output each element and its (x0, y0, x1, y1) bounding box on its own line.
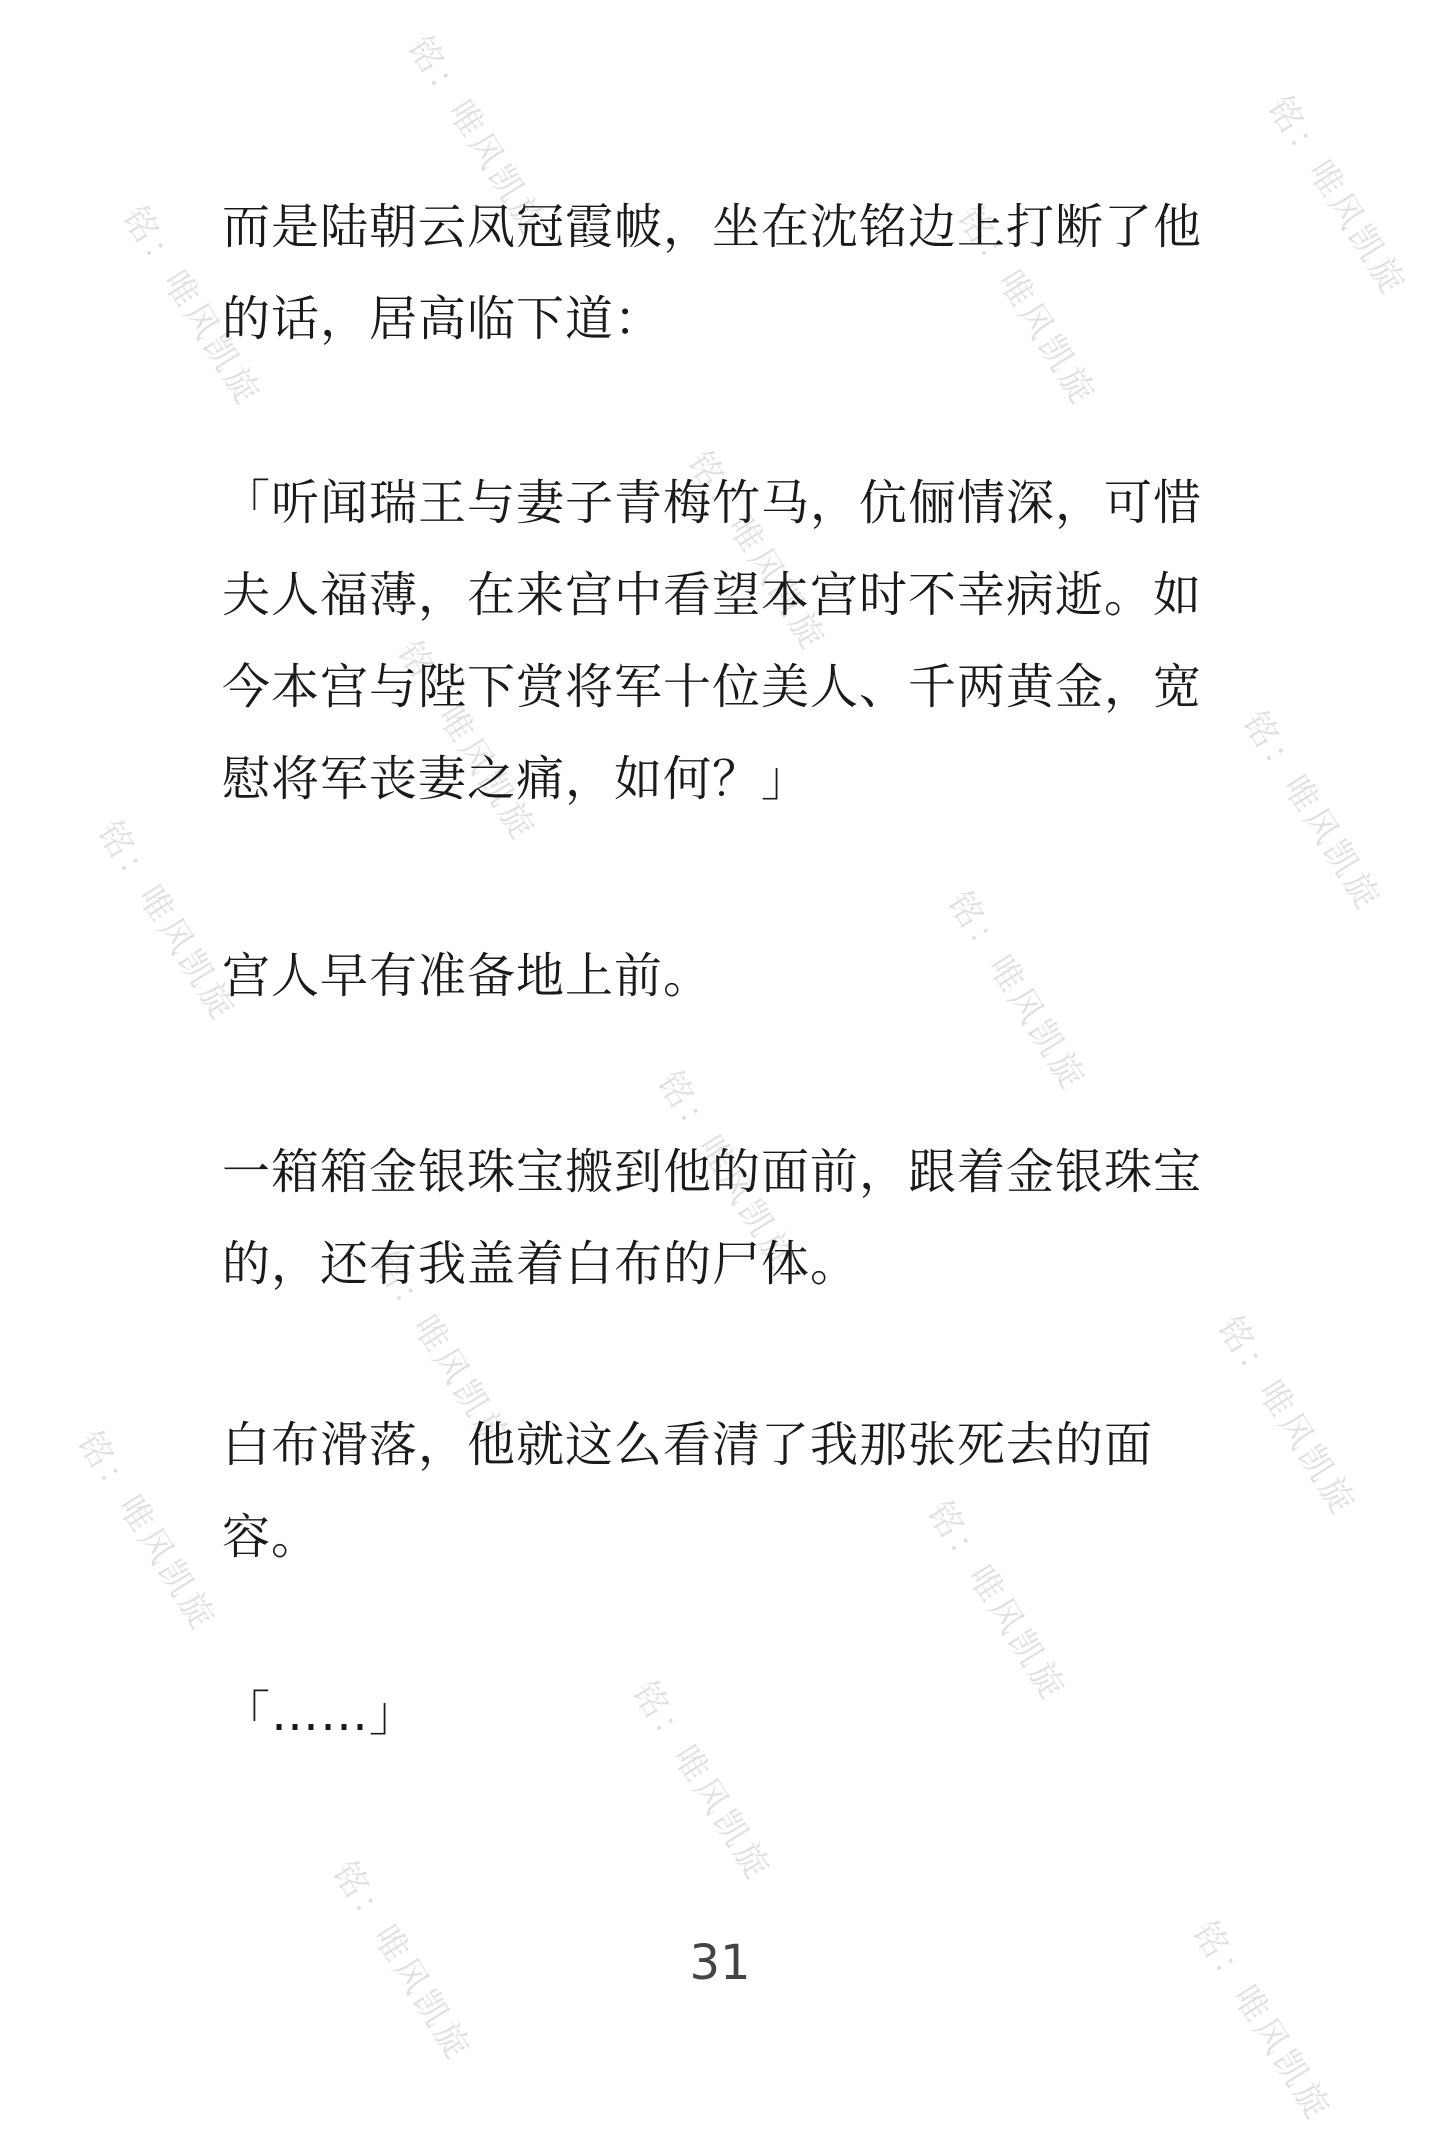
watermark: 铭：唯风凯旋 (399, 29, 555, 244)
paragraph: 「……」 (222, 1686, 419, 1742)
watermark: 铭：唯风凯旋 (1184, 1914, 1340, 2129)
watermark: 铭：唯风凯旋 (949, 199, 1105, 414)
watermark: 铭：唯风凯旋 (324, 1854, 480, 2069)
watermark: 铭：唯风凯旋 (1234, 704, 1390, 919)
paragraph: 宫人早有准备地上前。 (222, 948, 713, 1004)
watermark: 铭：唯风凯旋 (939, 884, 1095, 1099)
paragraph: 一箱箱金银珠宝搬到他的面前，跟着金银珠宝的，还有我盖着白布的尸体。 (222, 1144, 1203, 1292)
watermark: 铭：唯风凯旋 (624, 1674, 780, 1889)
watermark: 铭：唯风凯旋 (89, 814, 245, 1029)
paragraph: 而是陆朝云凤冠霞帔，坐在沈铭边上打断了他的话，居高临下道： (222, 199, 1203, 347)
watermark: 铭：唯风凯旋 (649, 1064, 805, 1279)
paragraph: 白布滑落，他就这么看清了我那张死去的面容。 (222, 1417, 1154, 1565)
watermark: 铭：唯风凯旋 (919, 1494, 1075, 1709)
watermark: 铭：唯风凯旋 (389, 634, 545, 849)
watermark: 铭：唯风凯旋 (679, 444, 835, 659)
watermark: 铭：唯风凯旋 (364, 1244, 520, 1459)
paragraph: 「听闻瑞王与妻子青梅竹马，伉俪情深，可惜夫人福薄，在来宫中看望本宫时不幸病逝。如今本宫与陛下赏将军十位美人、千两黄金，宽慰将军丧妻之痛，如何？」 (222, 475, 1203, 807)
page-number: 31 (689, 1935, 751, 1991)
watermark: 铭：唯风凯旋 (114, 199, 270, 414)
watermark: 铭：唯风凯旋 (1259, 89, 1415, 304)
watermark: 铭：唯风凯旋 (1209, 1309, 1365, 1524)
watermark: 铭：唯风凯旋 (69, 1424, 225, 1639)
